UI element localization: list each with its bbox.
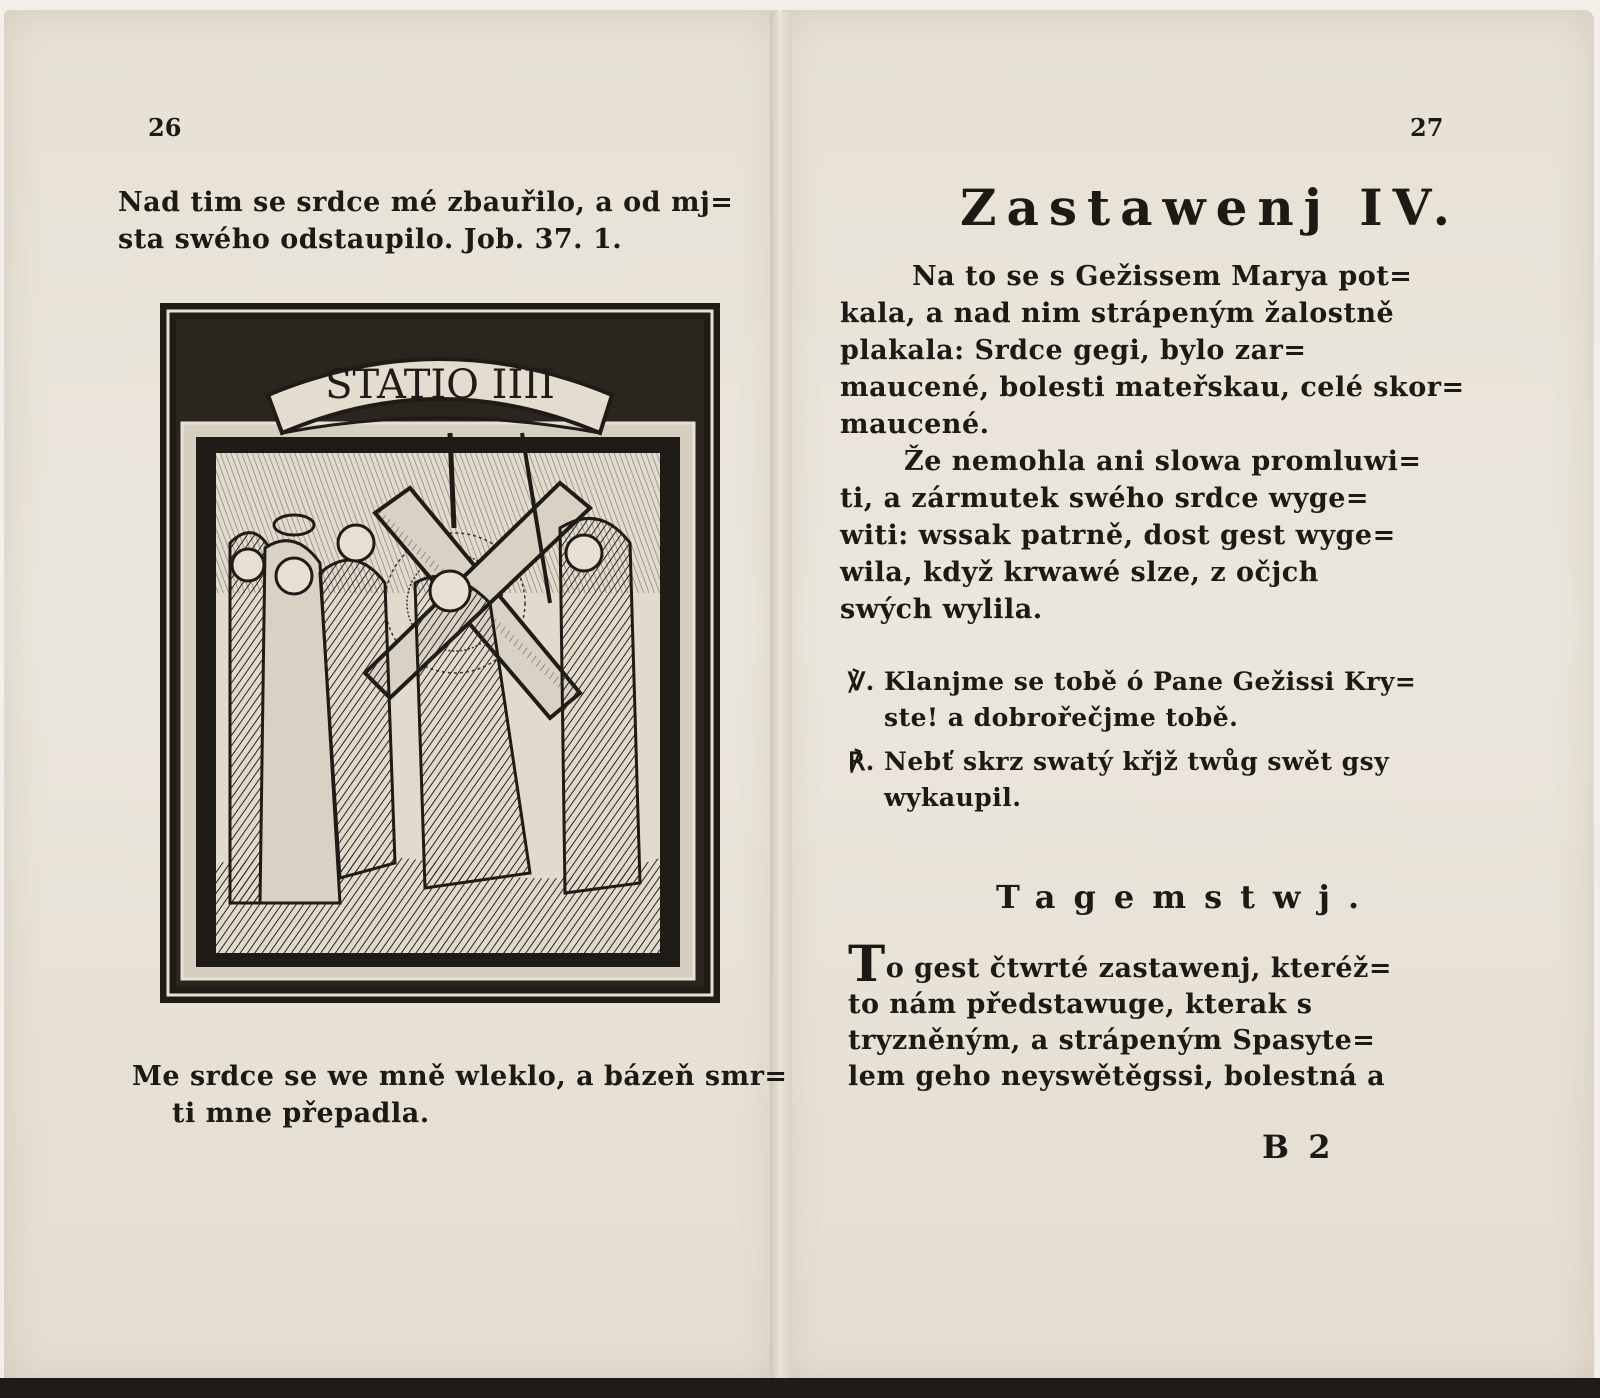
text-line: Nad tim se srdce mé zbauřilo, a od mj= <box>118 187 734 218</box>
station-paragraph <box>840 258 1465 628</box>
text-line: ℣. Klanjme se tobě ó Pane Gežissi Kry= <box>848 667 1417 696</box>
drop-cap: T <box>848 934 886 993</box>
text-line-rest: o gest čtwrté zastawenj, kteréž= <box>885 953 1393 984</box>
text-line: Na to se s Gežissem Marya pot= <box>912 261 1413 292</box>
text-line: Že nemohla ani slowa promluwi= <box>904 446 1422 477</box>
text-line: plakala: Srdce gegi, bylo zar= <box>840 335 1307 366</box>
text-line: wykaupil. <box>884 783 1022 812</box>
versicle <box>848 664 1416 736</box>
text-line: maucené, bolesti mateřskau, celé skor= <box>840 372 1465 403</box>
text-line: lem geho neyswětěgssi, bolestná a <box>848 1061 1386 1092</box>
signature-mark: B 2 <box>1262 1128 1335 1166</box>
mystery-heading: Tagemstwj. <box>996 878 1378 916</box>
scan-edge <box>0 1378 1600 1398</box>
response <box>848 744 1389 816</box>
text-line: ste! a dobrořečjme tobě. <box>884 703 1239 732</box>
mystery-paragraph <box>848 934 1393 1095</box>
quote-bottom <box>132 1058 788 1132</box>
book-gutter <box>770 12 792 1384</box>
text-line: ti, a zármutek swého srdce wyge= <box>840 483 1370 514</box>
text-line: witi: wssak patrně, dost gest wyge= <box>840 520 1396 551</box>
text-line: ti mne přepadla. <box>172 1098 430 1129</box>
page-number-left: 26 <box>148 113 182 142</box>
woodcut-illustration <box>160 303 720 1003</box>
text-line: ℟. Nebť skrz swatý křjž twůg swět gsy <box>848 747 1390 776</box>
text-line: sta swého odstaupilo. Job. 37. 1. <box>118 224 623 255</box>
page-number-right: 27 <box>1410 113 1444 142</box>
quote-top <box>118 184 733 258</box>
text-line: maucené. <box>840 409 990 440</box>
text-line: to nám předstawuge, kterak s <box>848 989 1313 1020</box>
text-line: kala, a nad nim strápeným žalostně <box>840 298 1395 329</box>
text-line: wila, když krwawé slze, z očjch <box>840 557 1319 588</box>
text-line: Me srdce se we mně wleklo, a bázeň smr= <box>132 1061 788 1092</box>
station-heading: Zastawenj IV. <box>960 178 1461 237</box>
text-line: swých wylila. <box>840 594 1043 625</box>
woodcut-caption: STATIO IIII <box>325 362 555 408</box>
text-line: tryzněným, a strápeným Spasyte= <box>848 1025 1376 1056</box>
text-line <box>848 934 1393 993</box>
